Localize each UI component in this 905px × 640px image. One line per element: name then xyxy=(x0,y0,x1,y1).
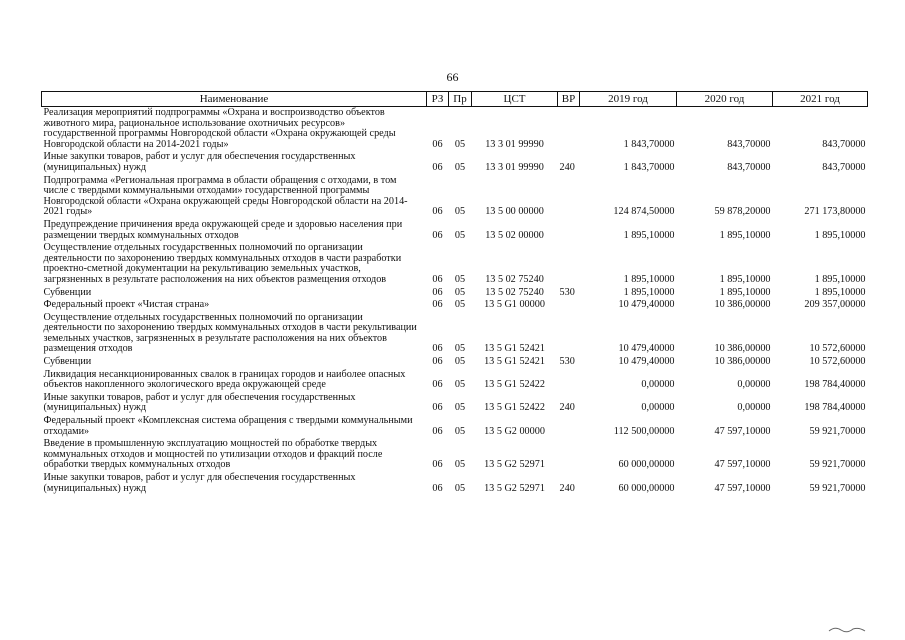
cell-pr: 05 xyxy=(454,273,466,285)
cell-2020: 0,00000 xyxy=(737,379,771,391)
cell-vr xyxy=(558,242,580,286)
cell-2019: 10 479,40000 xyxy=(618,356,675,368)
cell-rz: 06 xyxy=(432,229,443,241)
cell-name: Иные закупки товаров, работ и услуг для обеспечения государственных (муниципальных) нужд xyxy=(43,391,356,414)
cell-name: Субвенции xyxy=(43,286,92,298)
cell-2020: 843,70000 xyxy=(727,138,771,150)
header-vr: ВР xyxy=(558,92,580,107)
table-row xyxy=(42,175,868,219)
cell-cst: 13 5 G1 00000 xyxy=(484,299,545,311)
table-row xyxy=(42,107,868,152)
cell-2021: 59 921,70000 xyxy=(809,482,866,494)
cell-cst: 13 5 G2 00000 xyxy=(484,425,545,437)
cell-2019: 0,00000 xyxy=(641,379,675,391)
cell-cst: 13 5 G2 52971 xyxy=(484,459,545,471)
cell-vr xyxy=(558,107,580,152)
cell-2021: 209 357,00000 xyxy=(804,299,866,311)
scan-mark-icon xyxy=(827,624,867,634)
header-cst: ЦСТ xyxy=(472,92,558,107)
header-name: Наименование xyxy=(42,92,427,107)
cell-name: Предупреждение причинения вреда окружающей среде и здоровью населения при размещении твердых коммунальных отходов xyxy=(43,218,403,241)
cell-2019: 60 000,00000 xyxy=(618,482,675,494)
cell-cst: 13 5 G1 52422 xyxy=(484,379,545,391)
cell-2021: 271 173,80000 xyxy=(804,206,866,218)
cell-rz: 06 xyxy=(432,379,443,391)
cell-vr xyxy=(558,299,580,312)
cell-2019: 1 895,10000 xyxy=(623,273,675,285)
cell-vr xyxy=(558,175,580,219)
table-row xyxy=(42,438,868,472)
cell-2021: 198 784,40000 xyxy=(804,379,866,391)
cell-rz: 06 xyxy=(432,138,443,150)
cell-rz: 06 xyxy=(432,206,443,218)
cell-name: Субвенции xyxy=(43,356,92,368)
cell-vr: 240 xyxy=(559,402,575,414)
cell-rz: 06 xyxy=(432,482,443,494)
cell-2021: 1 895,10000 xyxy=(814,286,866,298)
cell-2021: 843,70000 xyxy=(822,161,866,173)
cell-vr: 240 xyxy=(559,482,575,494)
cell-2019: 1 843,70000 xyxy=(623,138,675,150)
cell-2019: 112 500,00000 xyxy=(613,425,675,437)
cell-2021: 10 572,60000 xyxy=(809,356,866,368)
cell-cst: 13 5 02 75240 xyxy=(485,273,544,285)
cell-2020: 47 597,10000 xyxy=(714,425,771,437)
cell-2020: 1 895,10000 xyxy=(719,273,771,285)
cell-2020: 47 597,10000 xyxy=(714,459,771,471)
header-2021: 2021 год xyxy=(773,92,868,107)
cell-rz: 06 xyxy=(432,459,443,471)
cell-vr xyxy=(558,438,580,472)
cell-vr: 530 xyxy=(559,286,575,298)
cell-cst: 13 5 00 00000 xyxy=(485,206,544,218)
table-row xyxy=(42,312,868,356)
cell-2019: 10 479,40000 xyxy=(618,299,675,311)
cell-name: Осуществление отдельных государственных полномочий по организации деятельности по захоронению твердых коммунальных отходов в части разработки проектно-сметной документации на рекультивацию земельных участков, загрязненных в результате расположения на них объектов размещения отходов xyxy=(43,242,402,285)
cell-pr: 05 xyxy=(454,459,466,471)
cell-cst: 13 3 01 99990 xyxy=(485,161,544,173)
cell-2021: 198 784,40000 xyxy=(804,402,866,414)
table-row xyxy=(42,242,868,286)
cell-name: Ликвидация несанкционированных свалок в границах городов и наиболее опасных объектов накопленного экологического вреда окружающей среде xyxy=(43,368,406,391)
cell-vr xyxy=(558,312,580,356)
header-2019: 2019 год xyxy=(580,92,677,107)
cell-2021: 843,70000 xyxy=(822,138,866,150)
cell-2021: 59 921,70000 xyxy=(809,459,866,471)
cell-2020: 10 386,00000 xyxy=(714,299,771,311)
cell-pr: 05 xyxy=(454,206,466,218)
cell-2020: 843,70000 xyxy=(727,161,771,173)
cell-rz: 06 xyxy=(432,161,443,173)
cell-pr: 05 xyxy=(454,425,466,437)
cell-2019: 60 000,00000 xyxy=(618,459,675,471)
cell-pr: 05 xyxy=(454,482,466,494)
cell-2019: 1 843,70000 xyxy=(623,161,675,173)
cell-cst: 13 5 02 75240 xyxy=(485,286,544,298)
cell-2020: 47 597,10000 xyxy=(714,482,771,494)
table-row xyxy=(42,219,868,242)
cell-2020: 10 386,00000 xyxy=(714,343,771,355)
cell-vr xyxy=(558,415,580,438)
cell-cst: 13 5 G2 52971 xyxy=(484,482,545,494)
cell-pr: 05 xyxy=(454,138,466,150)
budget-table xyxy=(41,91,868,495)
page-number: 66 xyxy=(446,70,459,84)
cell-cst: 13 3 01 99990 xyxy=(485,138,544,150)
table-row xyxy=(42,369,868,392)
cell-2020: 1 895,10000 xyxy=(719,286,771,298)
table-row xyxy=(42,287,868,300)
cell-vr: 240 xyxy=(559,161,575,173)
cell-name: Реализация мероприятий подпрограммы «Охрана и воспроизводство объектов животного мира, рациональное использование охотничьих ресурсов» государственной программы Новгородской области «Охрана окружающей среды Новгородской области на 2014-2021 годы» xyxy=(43,107,396,150)
cell-rz: 06 xyxy=(432,356,443,368)
cell-2019: 1 895,10000 xyxy=(623,286,675,298)
cell-2019: 0,00000 xyxy=(641,402,675,414)
cell-vr xyxy=(558,369,580,392)
cell-rz: 06 xyxy=(432,286,443,298)
cell-rz: 06 xyxy=(432,425,443,437)
header-pr: Пр xyxy=(449,92,472,107)
cell-vr: 530 xyxy=(559,356,575,368)
cell-cst: 13 5 G1 52422 xyxy=(484,402,545,414)
cell-cst: 13 5 G1 52421 xyxy=(484,343,545,355)
cell-2019: 10 479,40000 xyxy=(618,343,675,355)
cell-2021: 1 895,10000 xyxy=(814,229,866,241)
table-body xyxy=(42,107,868,496)
cell-name: Иные закупки товаров, работ и услуг для обеспечения государственных (муниципальных) нужд xyxy=(43,151,356,173)
cell-name: Подпрограмма «Региональная программа в области обращения с отходами, в том числе с твердыми коммунальными отходами» государственной программы Новгородской области «Охрана окружающей среды Новгородской области на 2014-2021 годы» xyxy=(43,174,408,218)
cell-2021: 10 572,60000 xyxy=(809,343,866,355)
cell-rz: 06 xyxy=(432,343,443,355)
header-2020: 2020 год xyxy=(677,92,773,107)
cell-rz: 06 xyxy=(432,273,443,285)
cell-2020: 0,00000 xyxy=(737,402,771,414)
header-rz: РЗ xyxy=(427,92,449,107)
cell-pr: 05 xyxy=(454,286,466,298)
cell-pr: 05 xyxy=(454,161,466,173)
cell-2020: 1 895,10000 xyxy=(719,229,771,241)
cell-pr: 05 xyxy=(454,343,466,355)
table-row xyxy=(42,356,868,369)
cell-name: Осуществление отдельных государственных полномочий по организации деятельности по захоронению твердых коммунальных отходов в части рекультивации земельных участков, загрязненных в результате расположения на них объектов размещения отходов xyxy=(43,311,417,355)
cell-2020: 59 878,20000 xyxy=(714,206,771,218)
cell-name: Иные закупки товаров, работ и услуг для обеспечения государственных (муниципальных) нужд xyxy=(43,472,356,494)
cell-2019: 1 895,10000 xyxy=(623,229,675,241)
cell-pr: 05 xyxy=(454,229,466,241)
table-header xyxy=(42,92,868,107)
cell-pr: 05 xyxy=(454,379,466,391)
cell-rz: 06 xyxy=(432,402,443,414)
cell-vr xyxy=(558,219,580,242)
cell-2021: 1 895,10000 xyxy=(814,273,866,285)
cell-2021: 59 921,70000 xyxy=(809,425,866,437)
cell-pr: 05 xyxy=(454,402,466,414)
cell-2020: 10 386,00000 xyxy=(714,356,771,368)
cell-name: Федеральный проект «Чистая страна» xyxy=(43,299,210,311)
cell-cst: 13 5 02 00000 xyxy=(485,229,544,241)
cell-cst: 13 5 G1 52421 xyxy=(484,356,545,368)
table-row xyxy=(42,415,868,438)
table-row xyxy=(42,472,868,495)
cell-name: Федеральный проект «Комплексная система обращения с твердыми коммунальными отходами» xyxy=(43,415,413,437)
cell-2019: 124 874,50000 xyxy=(613,206,675,218)
table-row xyxy=(42,392,868,415)
cell-rz: 06 xyxy=(432,299,443,311)
table-row xyxy=(42,299,868,312)
cell-pr: 05 xyxy=(454,299,466,311)
cell-pr: 05 xyxy=(454,356,466,368)
table-row xyxy=(42,151,868,174)
cell-name: Введение в промышленную эксплуатацию мощностей по обработке твердых коммунальных отходов и мощностей по утилизации отходов и фракций после обработки твердых коммунальных отходов xyxy=(43,438,383,471)
